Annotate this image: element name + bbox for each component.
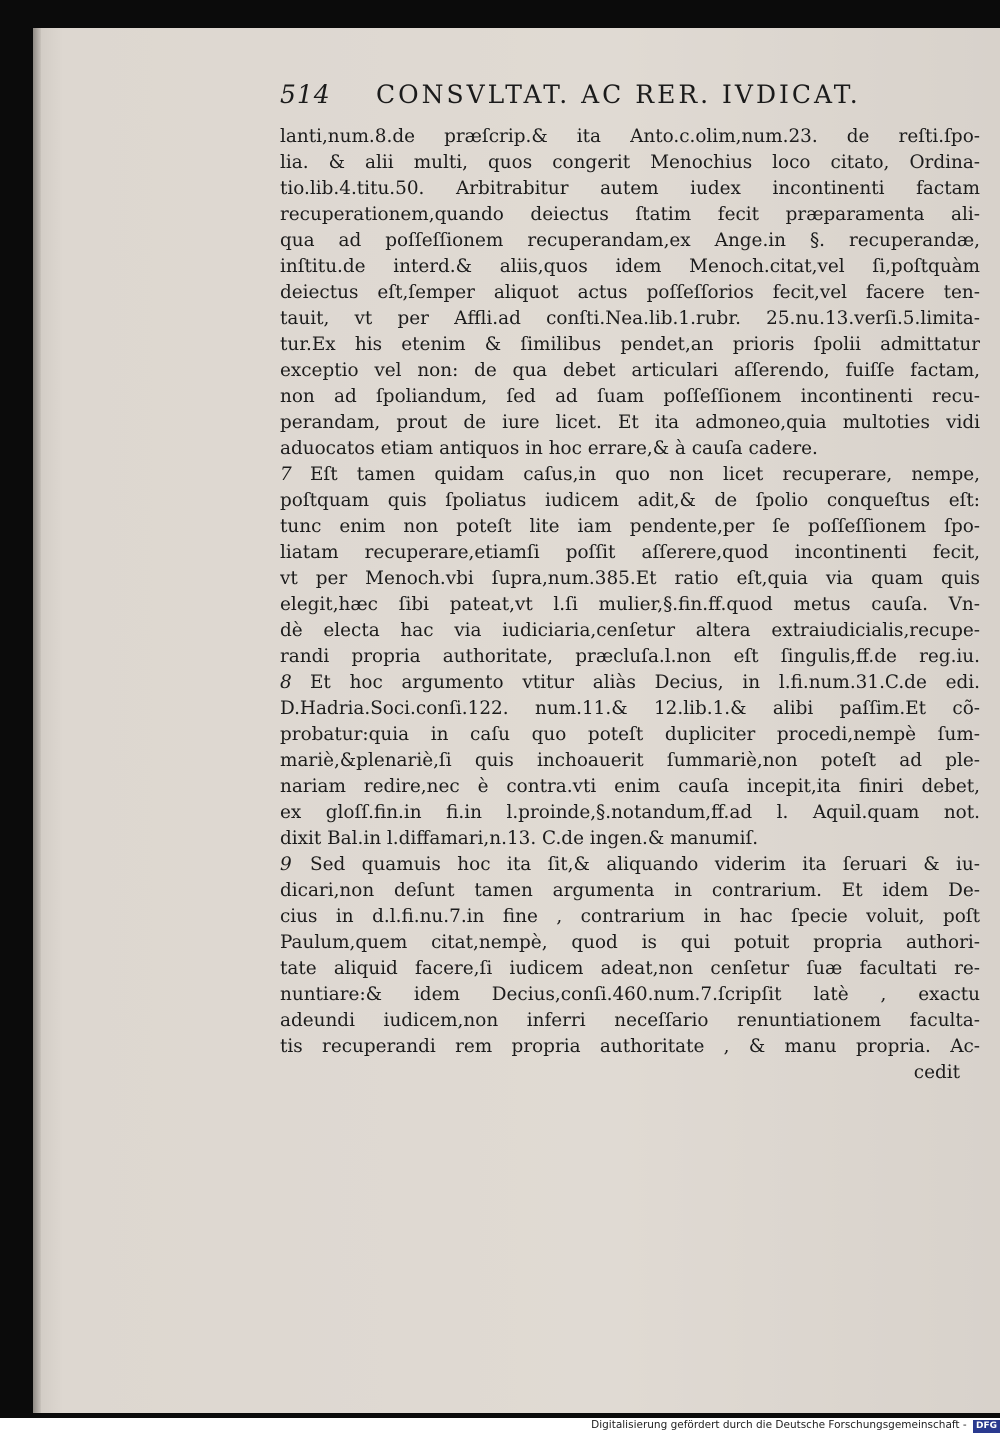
line-text: tur.Ex his etenim & ſimilibus pendet,an prioris ſpolii admittatur: [280, 334, 980, 355]
line-text: perandam, prout de iure licet. Et ita admoneo,quia multoties vidi: [280, 412, 980, 433]
line-text: elegit,hæc ſibi pateat,vt l.ſi mulier,§.fin.ff.quod metus cauſa. Vn-: [280, 594, 980, 615]
text-line: [280, 436, 980, 462]
text-line: [280, 956, 980, 982]
text-line: [280, 566, 980, 592]
text-line: [280, 982, 980, 1008]
line-text: deiectus eſt,ſemper aliquot actus poſſeſſorios fecit,vel facere ten-: [280, 282, 980, 303]
line-text: poſtquam quis ſpoliatus iudicem adit,& de ſpolio conqueſtus eſt:: [280, 490, 980, 511]
text-line: [280, 358, 980, 384]
line-text: non ad ſpoliandum, ſed ad ſuam poſſeſſionem incontinenti recu-: [280, 386, 980, 407]
text-line: [280, 852, 980, 878]
paragraph-number: 9: [280, 854, 292, 875]
text-line: [280, 228, 980, 254]
text-line: [280, 254, 980, 280]
line-text: dicari,non deſunt tamen argumenta in contrarium. Et idem De-: [280, 880, 980, 901]
line-text: liatam recuperare,etiamſi poſſit aſſerere,quod incontinenti fecit,: [280, 542, 980, 563]
text-line: [280, 930, 980, 956]
line-text: inſtitu.de interd.& aliis,quos idem Menoch.citat,vel ſi,poſtquàm: [280, 256, 980, 277]
line-text: dixit Bal.in l.diffamari,n.13. C.de ingen.& manumiſ.: [280, 828, 759, 849]
text-line: [280, 878, 980, 904]
text-line: [280, 696, 980, 722]
text-line: [280, 514, 980, 540]
line-text: tate aliquid facere,ſi iudicem adeat,non cenſetur ſuæ facultati re-: [280, 958, 980, 979]
line-text: Sed quamuis hoc ita ſit,& aliquando viderim ita ſeruari & iu-: [310, 854, 980, 875]
text-line: [280, 280, 980, 306]
line-text: adeundi iudicem,non inferri neceſſario renuntiationem faculta-: [280, 1010, 980, 1031]
text-line: [280, 410, 980, 436]
text-line: [280, 670, 980, 696]
paragraph-number: 7: [280, 464, 292, 485]
line-text: tunc enim non poteſt lite iam pendente,per ſe poſſeſſionem ſpo-: [280, 516, 980, 537]
paragraph-number: 8: [280, 672, 292, 693]
line-text: dè electa hac via iudiciaria,cenſetur altera extraiudicialis,recupe-: [280, 620, 980, 641]
line-text: nariam redire,nec è contra.vti enim cauſa incepit,ita finiri debet,: [280, 776, 980, 797]
digitization-credit: [560, 1418, 1000, 1433]
page-body-text: [280, 124, 980, 1086]
text-line: [280, 176, 980, 202]
text-line: [280, 384, 980, 410]
text-line: [280, 488, 980, 514]
line-text: tis recuperandi rem propria authoritate , & manu propria. Ac-: [280, 1036, 980, 1057]
text-line: [280, 722, 980, 748]
dfg-logo: DFG: [973, 1420, 1000, 1433]
line-text: qua ad poſſeſſionem recuperandam,ex Ange.in §. recuperandæ,: [280, 230, 980, 251]
text-line: [280, 904, 980, 930]
line-text: recuperationem,quando deiectus ſtatim fecit præparamenta ali-: [280, 204, 980, 225]
running-head: CONSVLTAT. AC RER. IVDICAT.: [376, 80, 861, 109]
line-text: Eſt tamen quidam caſus,in quo non licet recuperare, nempe,: [310, 464, 980, 485]
text-line: [280, 332, 980, 358]
line-text: lia. & alii multi, quos congerit Menochius loco citato, Ordina-: [280, 152, 980, 173]
text-line: [280, 618, 980, 644]
line-text: Et hoc argumento vtitur aliàs Decius, in l.fi.num.31.C.de edi.: [310, 672, 980, 693]
line-text: cedit: [913, 1062, 960, 1083]
page-header: [280, 80, 900, 120]
credit-text: Digitalisierung gefördert durch die Deutsche Forschungsgemeinschaft -: [591, 1419, 967, 1431]
text-line: [280, 592, 980, 618]
text-line: [280, 644, 980, 670]
text-line: [280, 748, 980, 774]
page-number: 514: [280, 80, 331, 109]
text-line: [280, 1008, 980, 1034]
text-line: [280, 800, 980, 826]
text-line: [280, 774, 980, 800]
text-line: [280, 462, 980, 488]
line-text: mariè,&plenariè,ſi quis inchoauerit ſummariè,non poteſt ad ple-: [280, 750, 980, 771]
line-text: aduocatos etiam antiquos in hoc errare,& à cauſa cadere.: [280, 438, 818, 459]
text-line: [280, 1060, 980, 1086]
line-text: probatur:quia in caſu quo poteſt dupliciter procedi,nempè ſum-: [280, 724, 980, 745]
text-line: [280, 150, 980, 176]
line-text: cius in d.l.fi.nu.7.in fine , contrarium in hac ſpecie voluit, poſt: [280, 906, 980, 927]
text-line: [280, 826, 980, 852]
text-line: [280, 540, 980, 566]
line-text: tio.lib.4.titu.50. Arbitrabitur autem iudex incontinenti factam: [280, 178, 980, 199]
text-line: [280, 1034, 980, 1060]
page-gutter-edge: [33, 28, 41, 1413]
line-text: ex gloſſ.fin.in fi.in l.proinde,§.notandum,ff.ad l. Aquil.quam not.: [280, 802, 980, 823]
text-line: [280, 124, 980, 150]
line-text: lanti,num.8.de præſcrip.& ita Anto.c.olim,num.23. de reſti.ſpo-: [280, 126, 980, 147]
line-text: D.Hadria.Soci.conſi.122. num.11.& 12.lib.1.& alibi paſſim.Et cõ-: [280, 698, 980, 719]
text-line: [280, 306, 980, 332]
line-text: vt per Menoch.vbi ſupra,num.385.Et ratio eſt,quia via quam quis: [280, 568, 980, 589]
line-text: exceptio vel non: de qua debet articulari aſſerendo, fuiſſe factam,: [280, 360, 980, 381]
text-line: [280, 202, 980, 228]
line-text: randi propria authoritate, præcluſa.l.non eſt ſingulis,ff.de reg.iu.: [280, 646, 980, 667]
line-text: tauit, vt per Affli.ad conſti.Nea.lib.1.rubr. 25.nu.13.verſi.5.limita-: [280, 308, 980, 329]
line-text: Paulum,quem citat,nempè, quod is qui potuit propria authori-: [280, 932, 980, 953]
line-text: nuntiare:& idem Decius,conſi.460.num.7.ſcripſit latè , exactu: [280, 984, 980, 1005]
